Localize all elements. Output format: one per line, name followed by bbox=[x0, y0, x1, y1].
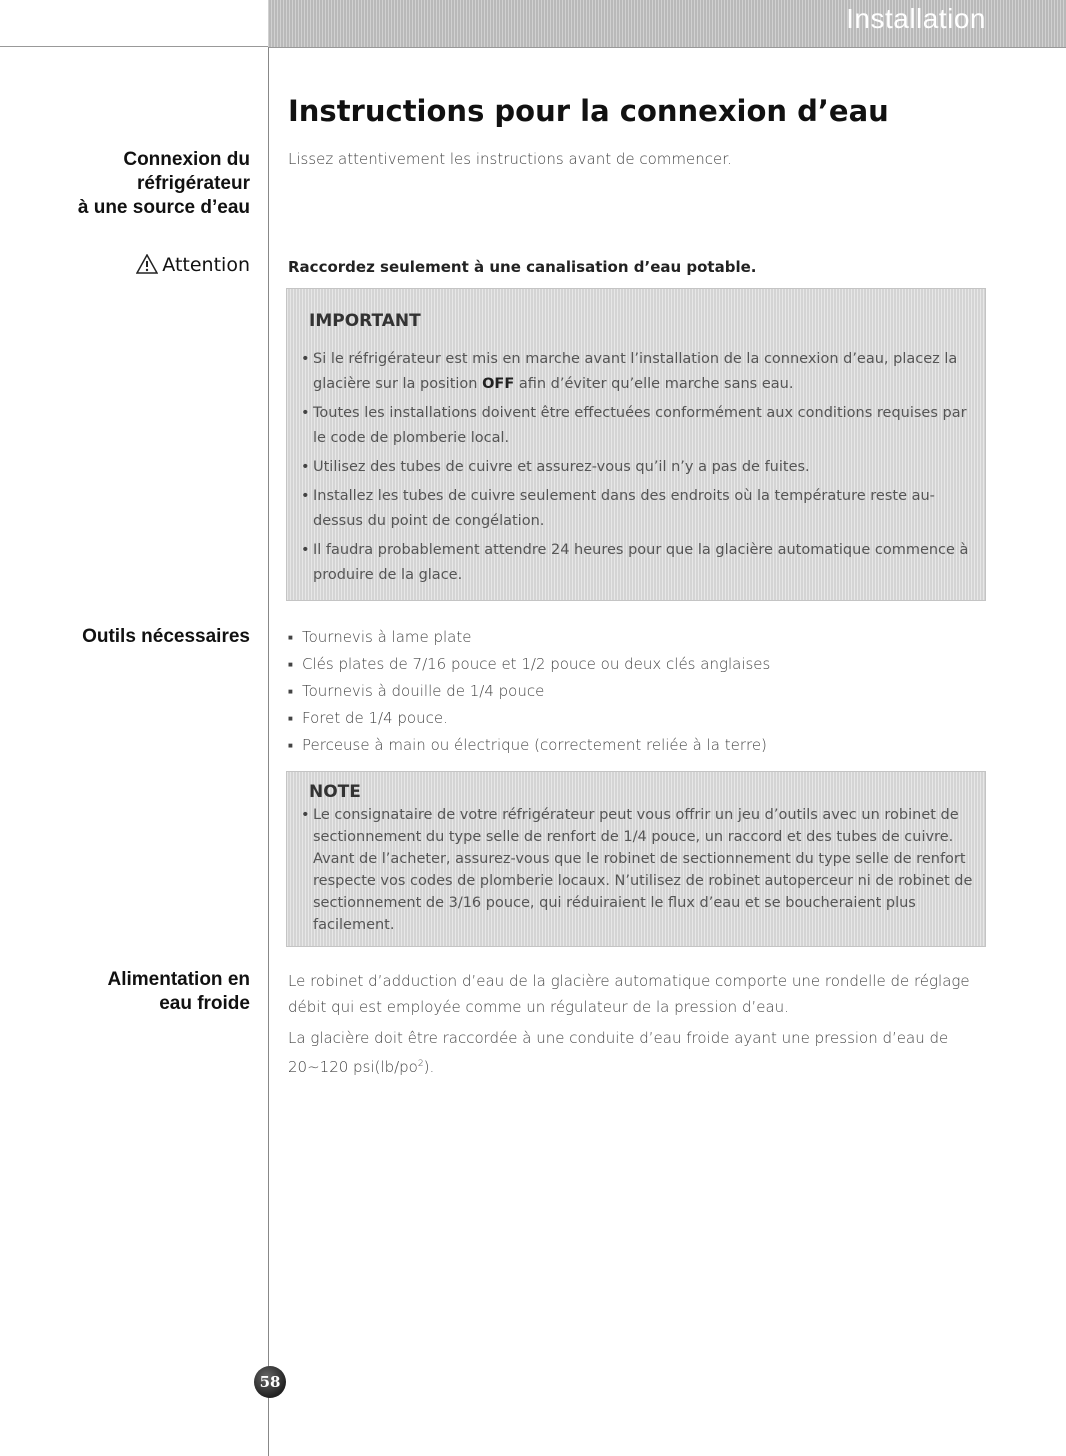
tools-item: ■ Clés plates de 7/16 pouce et 1/2 pouce ou deux clés anglaises bbox=[288, 651, 770, 678]
tools-item: ■ Perceuse à main ou électrique (correctement reliée à la terre) bbox=[288, 732, 770, 759]
note-box bbox=[286, 771, 986, 947]
important-heading: IMPORTANT bbox=[309, 311, 421, 331]
alimentation-label-line1: Alimentation en bbox=[107, 969, 250, 990]
important-item: • Installez les tubes de cuivre seulement dans des endroits où la température reste au-dessus du point de congélation. bbox=[299, 484, 975, 534]
tools-list bbox=[288, 624, 770, 759]
alimentation-label bbox=[0, 968, 250, 1016]
connexion-label bbox=[0, 148, 250, 220]
outils-label: Outils nécessaires bbox=[82, 626, 250, 647]
intro-text: Lissez attentivement les instructions avant de commencer. bbox=[288, 150, 732, 168]
attention-label bbox=[0, 254, 250, 276]
important-box bbox=[286, 288, 986, 601]
attention-label-text: Attention bbox=[162, 254, 250, 276]
important-item: • Utilisez des tubes de cuivre et assurez-vous qu’il n’y a pas de fuites. bbox=[299, 455, 975, 480]
tools-item: ■ Foret de 1/4 pouce. bbox=[288, 705, 770, 732]
tools-item: ■ Tournevis à lame plate bbox=[288, 624, 770, 651]
section-banner bbox=[268, 0, 1066, 48]
important-item1-after: afin d’éviter qu’elle marche sans eau. bbox=[514, 376, 794, 392]
note-list bbox=[299, 804, 975, 936]
alimentation-label-line2: eau froide bbox=[159, 993, 250, 1014]
page-title: Instructions pour la connexion d’eau bbox=[288, 94, 889, 128]
note-heading: NOTE bbox=[309, 782, 361, 802]
cold-water-text bbox=[288, 968, 988, 1085]
warning-triangle-icon bbox=[136, 254, 162, 276]
section-title: Installation bbox=[846, 3, 986, 34]
important-list bbox=[299, 347, 975, 592]
connexion-label-line2: réfrigérateur bbox=[137, 173, 250, 194]
cold-water-paragraph bbox=[288, 1025, 988, 1080]
important-item bbox=[299, 347, 975, 397]
connexion-label-line1: Connexion du bbox=[123, 149, 250, 170]
note-item: • Le consignataire de votre réfrigérateur peut vous offrir un jeu d’outils avec un robinet de sectionnement du type selle de renfort de 1/4 pouce, un raccord et des tubes de cuivre. Avant de l’acheter, assurez-vous que le robinet de sectionnement du type selle de renfort respecte vos codes de plomberie locaux. N’utilisez de robinet autoperceur ni de robinet de sectionnement de 3/16 pouce, qui réduiraient le flux d’eau et se boucheraient plus facilement. bbox=[299, 804, 975, 936]
potable-warning: Raccordez seulement à une canalisation d’eau potable. bbox=[288, 258, 757, 276]
pressure-text: La glacière doit être raccordée à une conduite d’eau froide ayant une pression d’eau de 20~120 psi(lb/po bbox=[288, 1029, 949, 1076]
pressure-text-end: ). bbox=[423, 1058, 435, 1076]
important-item: • Il faudra probablement attendre 24 heures pour que la glacière automatique commence à produire de la glace. bbox=[299, 538, 975, 588]
tools-item: ■ Tournevis à douille de 1/4 pouce bbox=[288, 678, 770, 705]
cold-water-paragraph: Le robinet d’adduction d’eau de la glacière automatique comporte une rondelle de réglage débit qui est employée comme un régulateur de la pression d’eau. bbox=[288, 972, 970, 1016]
important-item: • Toutes les installations doivent être effectuées conformément aux conditions requises par le code de plomberie local. bbox=[299, 401, 975, 451]
column-divider bbox=[268, 47, 269, 1456]
page-number-badge: 58 bbox=[254, 1366, 286, 1398]
connexion-label-line3: à une source d’eau bbox=[77, 197, 250, 218]
pressure-superscript: 2 bbox=[417, 1059, 424, 1069]
header-rule bbox=[0, 46, 268, 47]
important-item1-before: Si le réfrigérateur est mis en marche avant l’installation de la connexion d’eau, placez la glacière sur la position bbox=[313, 351, 958, 392]
important-item1-off: OFF bbox=[482, 376, 515, 392]
